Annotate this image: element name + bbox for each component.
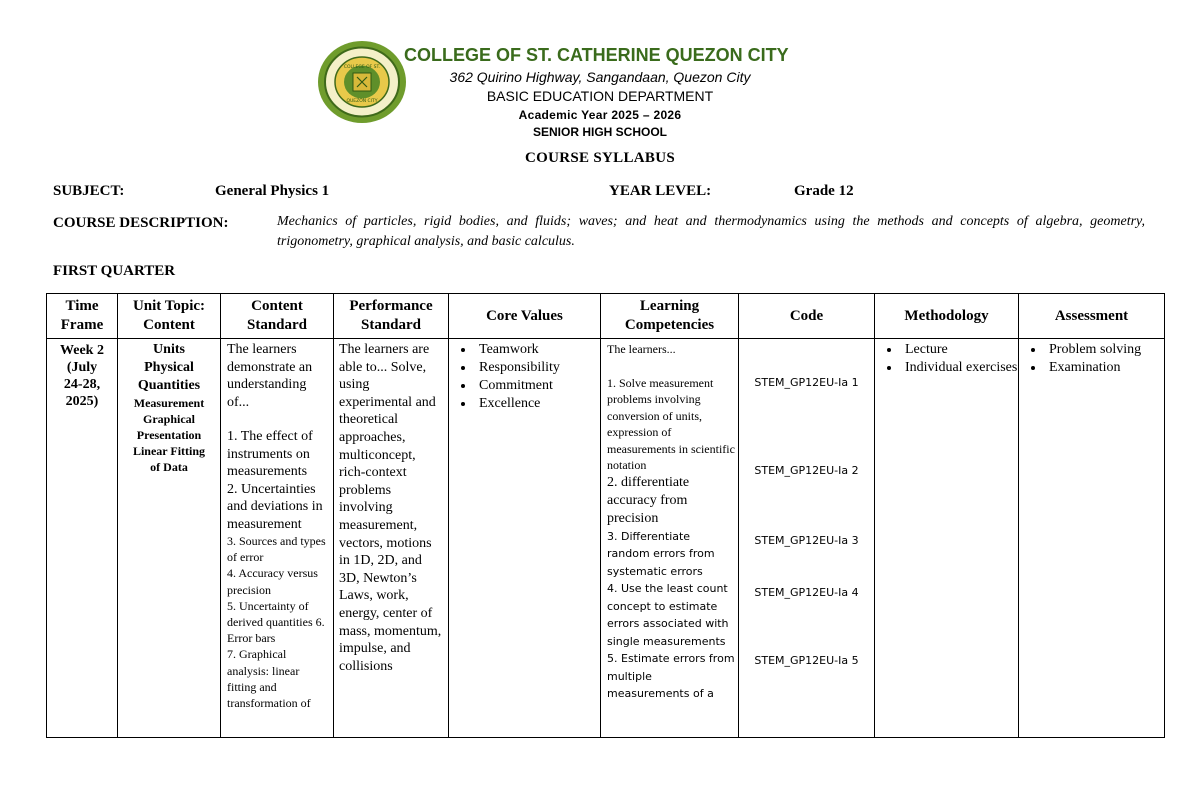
header-unit-topic: Unit Topic: Content bbox=[118, 294, 221, 339]
quarter-heading: FIRST QUARTER bbox=[53, 263, 176, 279]
header-content-standard: Content Standard bbox=[221, 294, 334, 339]
code-cell bbox=[739, 339, 875, 738]
year-level-value: Grade 12 bbox=[794, 183, 854, 199]
competency-code: STEM_GP12EU-Ia 2 bbox=[754, 464, 859, 477]
competency-code: STEM_GP12EU-Ia 1 bbox=[754, 376, 859, 389]
course-description-label: COURSE DESCRIPTION: bbox=[53, 215, 229, 231]
year-level-label: YEAR LEVEL: bbox=[609, 183, 712, 199]
header-core-values: Core Values bbox=[449, 294, 601, 339]
list-item: • Examination bbox=[1045, 359, 1164, 377]
competency-code: STEM_GP12EU-Ia 3 bbox=[754, 534, 859, 547]
header-learning-competencies: Learning Competencies bbox=[601, 294, 739, 339]
learning-competencies-cell: The learners... 1. Solve measurement problems involving conversion of units, expression of measurements in scientific notation 2. differentiate accuracy from precision 3. Differentiate random errors from systematic errors 4. Use the least count concept to estimate errors associated with single measurements 5. Estimate errors from multiple measurements of a bbox=[601, 339, 739, 738]
department-name: BASIC EDUCATION DEPARTMENT bbox=[486, 88, 714, 104]
school-address: 362 Quirino Highway, Sangandaan, Quezon City bbox=[449, 69, 751, 85]
list-item: • Excellence bbox=[475, 395, 600, 413]
svg-text:QUEZON CITY: QUEZON CITY bbox=[346, 99, 378, 104]
time-frame-cell: Week 2 (July 24-28, 2025) bbox=[47, 339, 118, 738]
competency-code: STEM_GP12EU-Ia 4 bbox=[754, 586, 859, 599]
content-standard-cell: The learners demonstrate an understanding of... 1. The effect of instruments on measurements 2. Uncertainties and deviations in measurement 3. Sources and types of error 4. Accuracy versus precision 5. Uncertainty of derived quantities 6. Error bars 7. Graphical analysis: linear fitting and transformation of bbox=[221, 339, 334, 738]
document-title: COURSE SYLLABUS bbox=[525, 150, 675, 166]
header-code: Code bbox=[739, 294, 875, 339]
subject-value: General Physics 1 bbox=[215, 183, 330, 199]
competency-code: STEM_GP12EU-Ia 5 bbox=[754, 654, 859, 667]
syllabus-table bbox=[46, 293, 1165, 738]
list-item: • Lecture bbox=[901, 341, 1018, 359]
list-item: • Responsibility bbox=[475, 359, 600, 377]
table-header-row bbox=[47, 294, 1165, 339]
svg-text:COLLEGE OF ST.: COLLEGE OF ST. bbox=[343, 65, 381, 70]
methodology-cell bbox=[875, 339, 1019, 738]
header-performance-standard: Performance Standard bbox=[334, 294, 449, 339]
table-row bbox=[47, 339, 1165, 738]
list-item: • Problem solving bbox=[1045, 341, 1164, 359]
header-methodology: Methodology bbox=[875, 294, 1019, 339]
course-description-text: Mechanics of particles, rigid bodies, and fluids; waves; and heat and thermodynamics using the methods and concepts of algebra, geometry, trigonometry, graphical analysis, and basic calculus. bbox=[277, 214, 1145, 249]
subject-label: SUBJECT: bbox=[53, 183, 125, 199]
list-item: • Teamwork bbox=[475, 341, 600, 359]
performance-standard-cell: The learners are able to... Solve, using experimental and theoretical approaches, multiconcept, rich-context problems involving measurement, vectors, motions in 1D, 2D, and 3D, Newton’s Laws, work, energy, center of mass, momentum, impulse, and collisions bbox=[334, 339, 449, 738]
academic-year: Academic Year 2025 – 2026 bbox=[518, 108, 682, 122]
core-values-cell bbox=[449, 339, 601, 738]
school-level: SENIOR HIGH SCHOOL bbox=[532, 125, 667, 139]
school-name: COLLEGE OF ST. CATHERINE QUEZON CITY bbox=[404, 45, 789, 65]
unit-topic-cell: Units Physical Quantities Measurement Graphical Presentation Linear Fitting of Data bbox=[118, 339, 221, 738]
list-item: • Commitment bbox=[475, 377, 600, 395]
header-assessment: Assessment bbox=[1019, 294, 1165, 339]
assessment-cell bbox=[1019, 339, 1165, 738]
header-time-frame: Time Frame bbox=[47, 294, 118, 339]
list-item: • Individual exercises bbox=[901, 359, 1018, 377]
